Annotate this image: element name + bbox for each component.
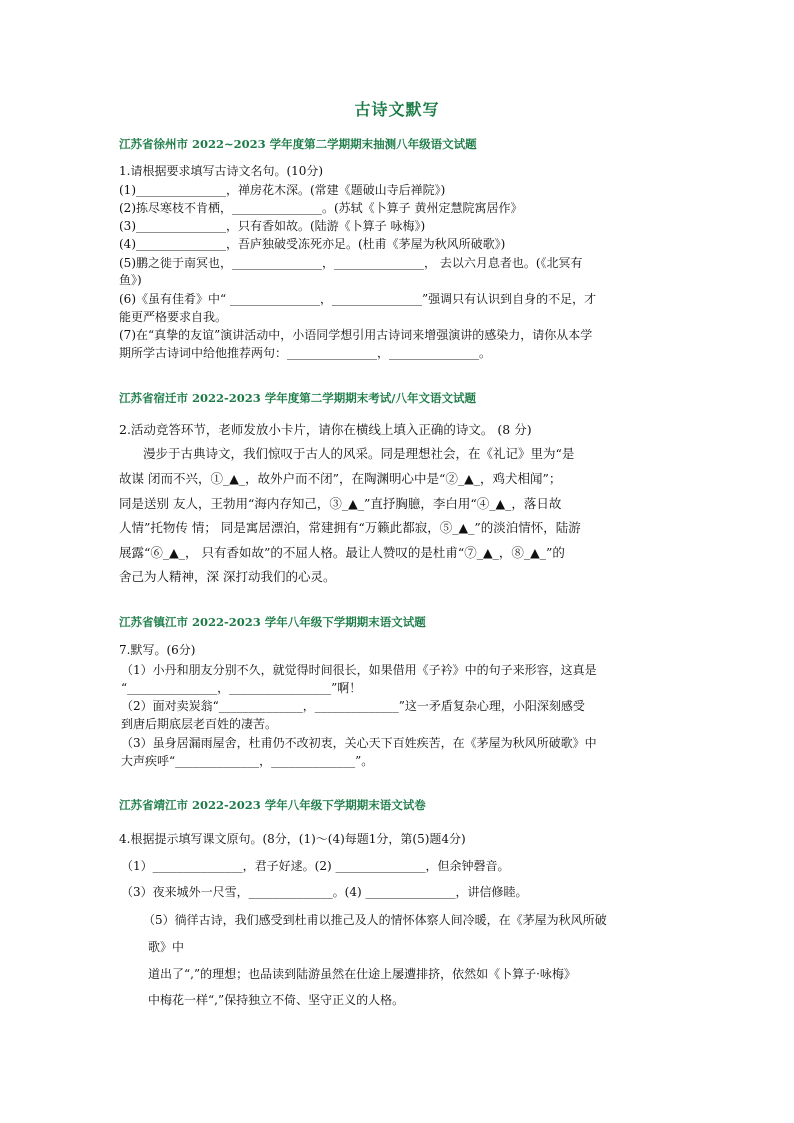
question-line: (7)在“真挚的友谊”演讲活动中，小语同学想引用古诗词来增强演讲的感染力，请你从本学 (119, 328, 593, 342)
question-line: (4)_______________，吾庐独破受冻死亦足。(杜甫《茅屋为秋风所破歌》) (119, 237, 506, 251)
passage-line: 漫步于古典诗文，我们惊叹于古人的风采。同是理想社会，在《礼记》里为“是 (143, 446, 575, 461)
question-line: （3）夜来城外一尺雪，______________。(4) _______________，讲信修睦。 (121, 885, 528, 899)
question-line: 歌》中 (148, 940, 185, 954)
section-heading-jingjiang: 江苏省靖江市 2022-2023 学年八年级下学期期末语文试卷 (119, 798, 426, 812)
section-heading-suqian: 江苏省宿迁市 2022-2023 学年度第二学期期末考试/八年文语文试题 (119, 391, 476, 405)
question-line: 1.请根据要求填写古诗文名句。(10分) (119, 164, 324, 178)
question-line: （5）徜徉古诗，我们感受到杜甫以推己及人的情怀体察人间冷暖，在《茅屋为秋风所破 (143, 913, 607, 927)
question-line: （2）面对卖炭翁“______________，______________”这一矛盾复杂心理，小阳深刻感受 (121, 699, 585, 713)
question-line: (5)鹏之徙于南冥也，_______________，_______________， 去以六月息者也。(《北冥有 (119, 256, 583, 270)
question-line: 4.根据提示填写课文原句。(8分，(1)～(4)每题1分，第(5)题4分) (119, 832, 466, 846)
question-line: （3）虽身居漏雨屋舍，杜甫仍不改初衷，关心天下百姓疾苦，在《茅屋为秋风所破歌》中 (121, 736, 597, 750)
passage-line: 人情”托物传 情； 同是寓居漂泊，常建拥有“万籁此都寂，⑤_▲_”的淡泊情怀，陆游 (119, 520, 581, 535)
question-line: 7.默写。(6分) (119, 643, 196, 657)
question-line: (1)_______________，禅房花木深。(常建《题破山寺后禅院》) (119, 183, 446, 197)
question-line: (3)_______________，只有香如故。(陆游《卜算子 咏梅》) (119, 219, 426, 233)
question-line: 鱼》) (119, 273, 142, 287)
question-line: 大声疾呼“______________，______________”。 (121, 754, 374, 768)
question-line: 道出了“,”的理想；也品读到陆游虽然在仕途上屡遭排挤，依然如《卜算子·咏梅》 (148, 967, 576, 981)
section-heading-xuzhou: 江苏省徐州市 2022~2023 学年度第二学期期末抽测八年级语文试题 (119, 137, 477, 151)
question-line: 中梅花一样“,”保持独立不倚、坚守正义的人格。 (148, 993, 405, 1007)
question-line: “_______________，_________________”啊！ (121, 681, 362, 695)
question-line: 能更严格要求自我。 (119, 310, 228, 324)
passage-line: 同是送别 友人，王勃用“海内存知己，③_▲_”直抒胸臆，李白用“④_▲_，落日故 (119, 496, 562, 511)
passage-line: 故谋 闭而不兴，①_▲_，故外户而不闭”，在陶渊明心中是“②_▲_，鸡犬相闻”； (119, 471, 562, 486)
question-line: （1）_______________，君子好逑。(2) _______________，但余钟磬音。 (121, 859, 510, 873)
passage-line: 展露“⑥_▲_， 只有香如故”的不屈人格。最让人赞叹的是杜甫“⑦_▲_，⑧_▲_”的 (119, 545, 565, 560)
question-line: （1）小丹和朋友分别不久，就觉得时间很长，如果借用《子衿》中的句子来形容，这真是 (121, 663, 597, 677)
section-heading-zhenjiang: 江苏省镇江市 2022-2023 学年八年级下学期期末语文试题 (119, 615, 426, 629)
question-line: 到唐后期底层老百姓的凄苦。 (121, 717, 278, 731)
question-line: (6)《虽有佳肴》中“ _______________，_______________”强调只有认识到自身的不足，才 (119, 292, 597, 306)
question-line: 2.活动竞答环节，老师发放小卡片，请你在横线上填入正确的诗文。 (8 分) (119, 422, 532, 437)
question-line: (2)拣尽寒枝不肯栖，_______________。(苏轼《卜算子 黄州定慧院寓居作》 (119, 201, 523, 215)
question-line: 期所学古诗词中给他推荐两句：_______________，_______________。 (119, 346, 492, 360)
passage-line: 舍己为人精神，深 深打动我们的心灵。 (119, 569, 336, 584)
page-title: 古诗文默写 (354, 100, 440, 119)
